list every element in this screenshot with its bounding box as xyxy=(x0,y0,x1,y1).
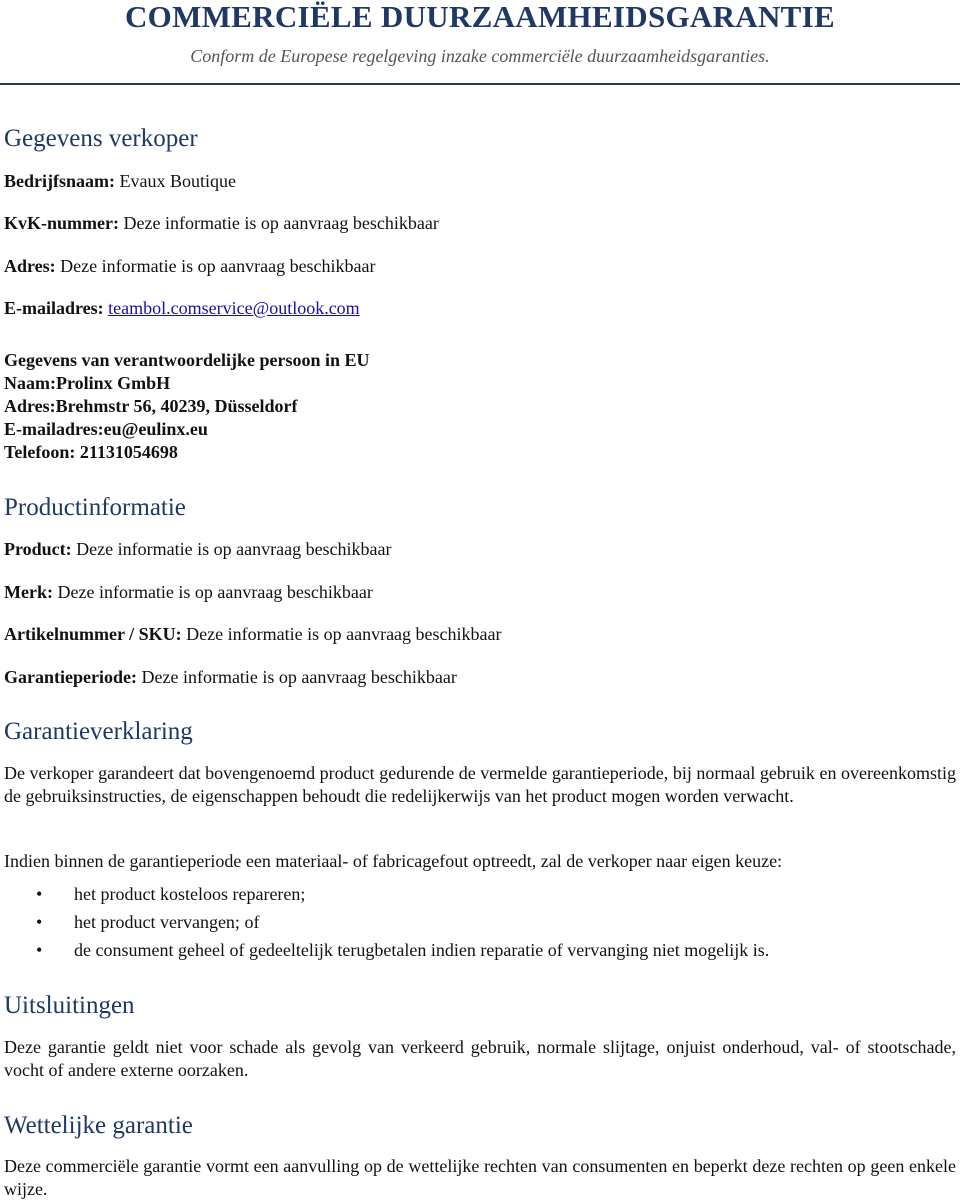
seller-heading: Gegevens verkoper xyxy=(4,125,198,152)
eu-rep-phone: Telefoon: 21131054698 xyxy=(4,442,178,462)
product-brand-row xyxy=(4,581,956,603)
legal-paragraph: Deze commerciële garantie vormt een aanvulling op de wettelijke rechten van consumenten en beperkt deze rechten op geen enkele wijze. xyxy=(4,1156,956,1199)
bullet-icon: • xyxy=(36,884,43,904)
seller-email-label: E-mailadres: xyxy=(4,298,104,318)
product-period-value: Deze informatie is op aanvraag beschikbaar xyxy=(141,667,457,687)
seller-kvk-label: KvK-nummer: xyxy=(4,213,119,233)
bullet-icon: • xyxy=(36,940,43,960)
product-sku-row xyxy=(4,623,956,645)
seller-company-value: Evaux Boutique xyxy=(119,171,236,191)
eu-rep-name: Naam:Prolinx GmbH xyxy=(4,373,171,393)
legal-heading: Wettelijke garantie xyxy=(4,1112,193,1139)
document-title: COMMERCIËLE DUURZAAMHEIDSGARANTIE xyxy=(124,0,836,34)
seller-kvk-value: Deze informatie is op aanvraag beschikbaar xyxy=(123,213,439,233)
eu-rep-email: E-mailadres:eu@eulinx.eu xyxy=(4,419,208,439)
product-period-label: Garantieperiode: xyxy=(4,667,137,687)
statement-paragraph-2: Indien binnen de garantieperiode een materiaal- of fabricagefout optreedt, zal de verkoper naar eigen keuze: xyxy=(4,851,783,871)
list-item-text: het product vervangen; of xyxy=(74,912,260,932)
seller-address-value: Deze informatie is op aanvraag beschikbaar xyxy=(60,256,376,276)
product-brand-label: Merk: xyxy=(4,582,53,602)
product-name-value: Deze informatie is op aanvraag beschikbaar xyxy=(76,539,392,559)
list-item-text: de consument geheel of gedeeltelijk terugbetalen indien reparatie of vervanging niet mogelijk is. xyxy=(74,940,770,960)
product-name-row xyxy=(4,538,956,560)
seller-email-row xyxy=(4,297,956,319)
list-item-text: het product kosteloos repareren; xyxy=(74,884,306,904)
seller-kvk-row xyxy=(4,212,956,234)
document-subtitle: Conform de Europese regelgeving inzake commerciële duurzaamheidsgaranties. xyxy=(190,46,770,66)
seller-company-row xyxy=(4,170,956,192)
eu-rep-address: Adres:Brehmstr 56, 40239, Düsseldorf xyxy=(4,396,298,416)
exclusions-heading: Uitsluitingen xyxy=(4,992,135,1019)
product-brand-value: Deze informatie is op aanvraag beschikbaar xyxy=(57,582,373,602)
product-heading: Productinformatie xyxy=(4,494,186,521)
product-period-row xyxy=(4,666,956,688)
seller-address-row xyxy=(4,255,956,277)
statement-heading: Garantieverklaring xyxy=(4,718,193,745)
exclusions-paragraph: Deze garantie geldt niet voor schade als gevolg van verkeerd gebruik, normale slijtage, onjuist onderhoud, val- of stootschade, vocht of andere externe oorzaken. xyxy=(4,1037,956,1080)
statement-paragraph-1: De verkoper garandeert dat bovengenoemd product gedurende de vermelde garantieperiode, bij normaal gebruik en overeenkomstig de gebruiksinstructies, de eigenschappen behoudt die redelijkerwijs van het product mogen worden verwacht. xyxy=(4,763,956,806)
product-sku-value: Deze informatie is op aanvraag beschikbaar xyxy=(186,624,502,644)
seller-address-label: Adres: xyxy=(4,256,56,276)
product-name-label: Product: xyxy=(4,539,72,559)
eu-rep-heading: Gegevens van verantwoordelijke persoon in EU xyxy=(4,350,370,370)
seller-email-link[interactable]: teambol.comservice@outlook.com xyxy=(108,298,360,318)
product-sku-label: Artikelnummer / SKU: xyxy=(4,624,182,644)
seller-company-label: Bedrijfsnaam: xyxy=(4,171,115,191)
document-header xyxy=(0,0,960,85)
bullet-icon: • xyxy=(36,912,43,932)
